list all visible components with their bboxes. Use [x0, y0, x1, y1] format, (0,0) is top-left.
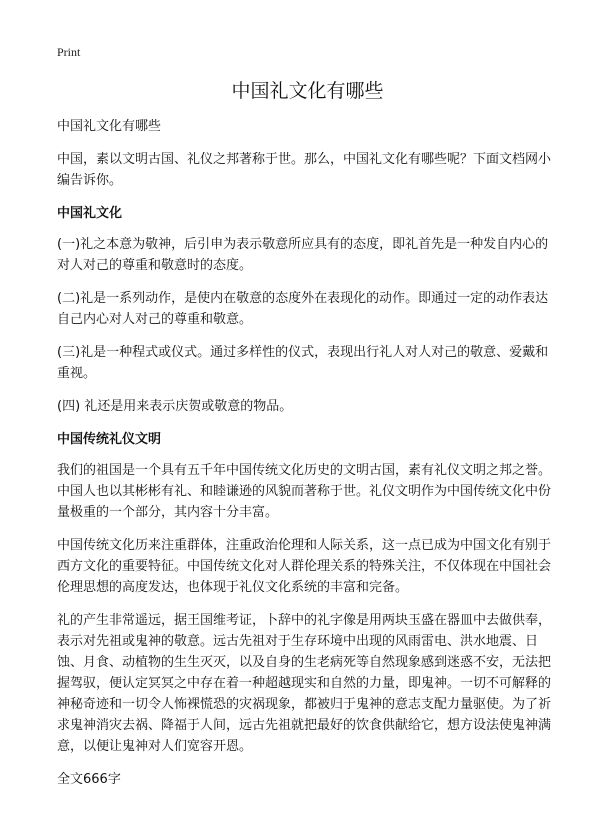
section-heading-etiquette-culture: 中国礼文化: [57, 206, 123, 221]
word-count: 全文666字: [57, 772, 121, 787]
paragraph: 中国传统文化历来注重群体，注重政治伦理和人际关系，这一点已成为中国文化有别于西方文化的重要特征。中国传统文化对人群伦理关系的特殊关注，不仅体现在中国社会伦理思想的高度发达，也体现于礼仪文化系统的丰富和完备。: [57, 538, 552, 595]
article-subtitle: 中国礼文化有哪些: [57, 119, 162, 134]
paragraph: 我们的祖国是一个具有五千年中国传统文化历史的文明古国，素有礼仪文明之邦之誉。中国人也以其彬彬有礼、和睦谦逊的风貌而著称于世。礼仪文明作为中国传统文化中份量极重的一个部分，其内容十分丰富。: [57, 463, 552, 520]
section-heading-traditional-etiquette: 中国传统礼仪文明: [57, 432, 162, 447]
page-title: 中国礼文化有哪些: [231, 80, 384, 102]
intro-paragraph: 中国，素以文明古国、礼仪之邦著称于世。那么，中国礼文化有哪些呢？下面文档网小编告诉你。: [57, 152, 552, 188]
paragraph: (二)礼是一系列动作，是使内在敬意的态度外在表现化的动作。即通过一定的动作表达自己内心对人对己的尊重和敬意。: [57, 291, 549, 327]
print-link[interactable]: Print: [57, 45, 81, 59]
paragraph: (一)礼之本意为敬神，后引申为表示敬意所应具有的态度，即礼首先是一种发自内心的对人对己的尊重和敬意时的态度。: [57, 237, 549, 273]
paragraph: (三)礼是一种程式或仪式。通过多样性的仪式，表现出行礼人对人对己的敬意、爱戴和重视。: [57, 345, 549, 381]
paragraph: 礼的产生非常遥远，据王国维考证，卜辞中的礼字像是用两块玉盛在器皿中去做供奉，表示对先祖或鬼神的敬意。远古先祖对于生存环境中出现的风雨雷电、洪水地震、日蚀、月食、动植物的生生灭灭，以及自身的生老病死等自然现象感到迷惑不安，无法把握驾驭，便认定冥冥之中存在着一种超越现实和自然的力量，即鬼神。一切不可解释的神秘奇迹和一切令人怖裸慌恐的灾祸现象，都被归于鬼神的意志支配力量驱使。为了祈求鬼神消灾去祸、降福于人间，远古先祖就把最好的饮食供献给它，想方设法使鬼神满意，以便让鬼神对人们宽容开恩。: [57, 613, 552, 754]
paragraph: (四) 礼还是用来表示庆贺或敬意的物品。: [57, 399, 293, 414]
